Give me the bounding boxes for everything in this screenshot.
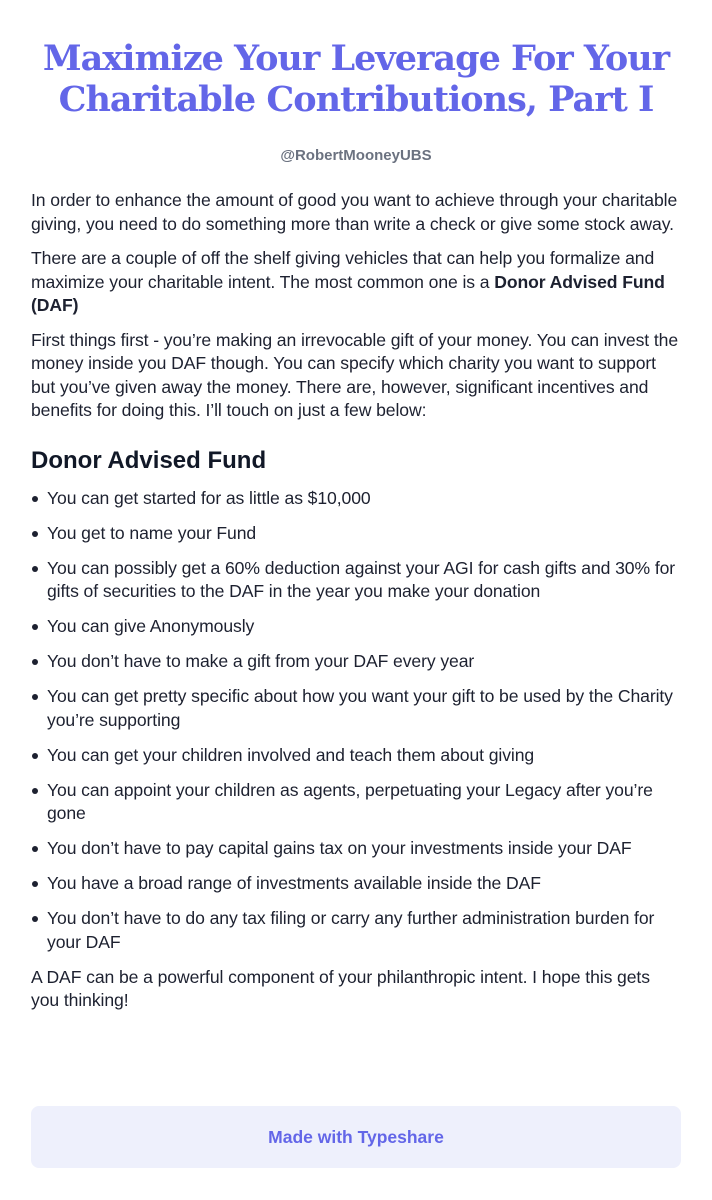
list-item-text: You don’t have to do any tax filing or carry any further administration burden for your DAF <box>47 908 655 952</box>
footer-label: Made with Typeshare <box>268 1126 444 1147</box>
section-heading: Donor Advised Fund <box>31 446 267 474</box>
typeshare-footer[interactable] <box>31 1106 681 1168</box>
list-item <box>31 744 681 768</box>
list-item <box>31 522 681 546</box>
list-item <box>31 557 681 604</box>
intro-paragraph-2-text: There are a couple of off the shelf giving vehicles that can help you formalize and maximize your charitable intent. The most common one is a <box>31 248 655 292</box>
post-title: Maximize Your Leverage For Your Charitable Contributions, Part I <box>42 38 670 120</box>
bullet-icon <box>32 531 38 537</box>
bullet-icon <box>32 753 38 759</box>
daf-emphasis: Donor Advised Fund (DAF) <box>31 271 665 315</box>
list-item <box>31 487 681 511</box>
list-item-text: You can get started for as little as $10,000 <box>47 487 371 508</box>
intro-paragraph-2 <box>31 247 681 318</box>
list-item <box>31 685 681 732</box>
list-item-text: You have a broad range of investments available inside the DAF <box>47 873 541 893</box>
closing-paragraph: A DAF can be a powerful component of your philanthropic intent. I hope this gets you thinking! <box>31 966 650 1010</box>
bullet-icon <box>32 788 38 794</box>
post-body <box>31 189 681 1013</box>
list-item <box>31 650 681 674</box>
list-item <box>31 615 681 639</box>
intro-paragraph-1 <box>31 189 681 236</box>
bullet-icon <box>32 566 38 572</box>
author-handle: @RobertMooneyUBS <box>280 147 432 164</box>
bullet-icon <box>32 659 38 665</box>
bullet-icon <box>32 496 38 502</box>
list-item <box>31 779 681 826</box>
bullet-icon <box>32 881 38 887</box>
bullet-icon <box>32 846 38 852</box>
list-item-text: You get to name your Fund <box>47 522 257 543</box>
list-item <box>31 837 681 861</box>
intro-paragraph-1-text: In order to enhance the amount of good you want to achieve through your charitable giving, you need to do something more than write a check or give some stock away. <box>31 190 678 234</box>
bullet-icon <box>32 694 38 700</box>
intro-paragraph-3-text: First things first - you’re making an irrevocable gift of your money. You can invest the money inside you DAF though. You can specify which charity you want to support but you’ve given away the money. There are, however, significant incentives and benefits for doing this. I’ll touch on just a few below: <box>31 329 679 420</box>
list-item-text: You don’t have to make a gift from your DAF every year <box>47 651 475 671</box>
list-item-text: You don’t have to pay capital gains tax on your investments inside your DAF <box>47 838 632 858</box>
intro-paragraph-3 <box>31 329 681 423</box>
bullet-icon <box>32 916 38 922</box>
benefits-list <box>31 487 681 955</box>
bullet-icon <box>32 624 38 630</box>
list-item-text: You can possibly get a 60% deduction against your AGI for cash gifts and 30% for gifts of securities to the DAF in the year you make your donation <box>47 557 676 601</box>
list-item-text: You can get your children involved and teach them about giving <box>47 744 535 765</box>
list-item-text: You can get pretty specific about how you want your gift to be used by the Charity you’re supporting <box>47 686 673 730</box>
list-item-text: You can give Anonymously <box>47 616 255 636</box>
list-item-text: You can appoint your children as agents, perpetuating your Legacy after you’re gone <box>47 779 653 823</box>
list-item <box>31 872 681 896</box>
list-item <box>31 907 681 954</box>
